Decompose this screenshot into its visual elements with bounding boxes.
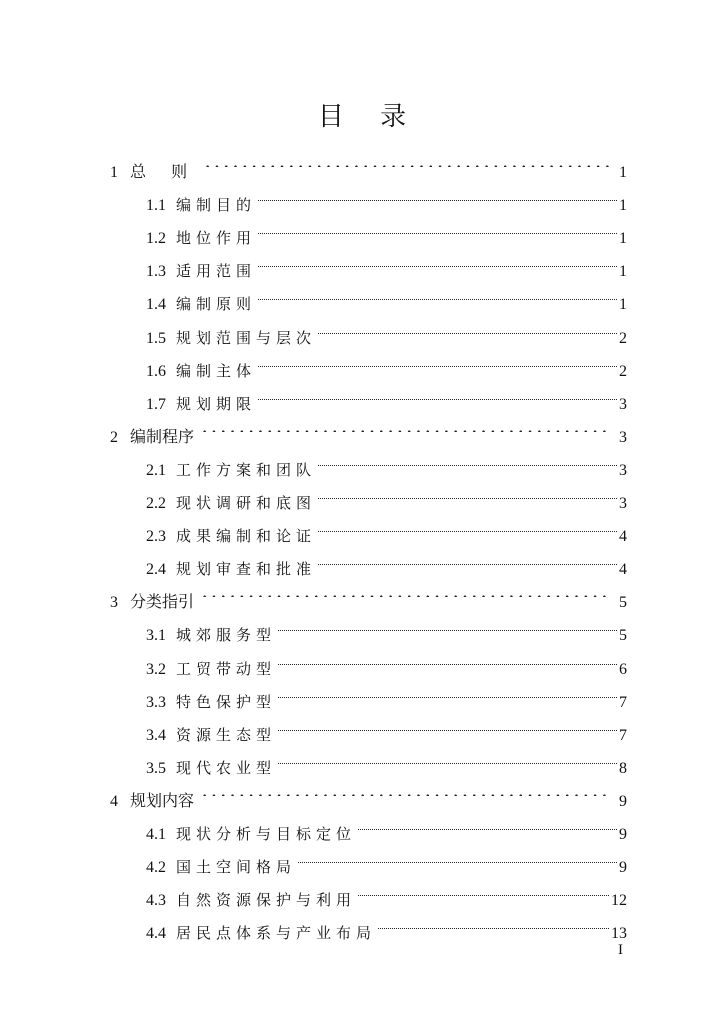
toc-section-entry[interactable] [146,873,627,910]
toc-section-entry[interactable] [146,178,627,215]
entry-label: 编制主体 [176,361,257,380]
entry-page-number: 2 [619,329,627,347]
entry-number: 1 [110,164,118,181]
dot-leader [200,410,611,442]
entry-number: 3.5 [146,759,166,777]
entry-label: 规划审查和批准 [176,560,317,579]
entry-number: 1.4 [146,296,166,314]
entry-page-number: 13 [611,925,627,943]
dot-leader [258,178,617,210]
entry-page-number: 3 [619,495,627,512]
entry-page-number: 1 [619,164,627,181]
toc-chapter-entry[interactable] [110,774,627,810]
entry-number: 2.1 [146,461,166,479]
toc-section-entry[interactable] [146,840,627,877]
entry-label: 现状调研和底图 [176,494,317,512]
toc-section-entry[interactable] [146,476,627,512]
entry-page-number: 1 [619,197,627,215]
entry-page-number: 4 [619,561,627,579]
entry-label: 居民点体系与产业布局 [176,924,377,943]
entry-page-number: 2 [619,362,627,380]
dot-leader [358,873,609,905]
entry-label: 规划期限 [176,394,257,413]
entry-number: 1.3 [146,263,166,281]
entry-number: 1.1 [146,197,166,215]
entry-page-number: 4 [619,528,627,546]
toc-chapter-entry[interactable] [110,575,627,612]
entry-label: 分类指引 [130,592,195,612]
dot-leader [258,277,617,309]
dot-leader [278,642,617,674]
entry-page-number: 6 [619,660,627,678]
dot-leader [200,774,611,806]
entry-page-number: 7 [619,693,627,711]
entry-number: 2.4 [146,561,166,579]
entry-number: 4.3 [146,892,166,910]
entry-page-number: 3 [619,428,627,446]
entry-page-number: 3 [619,461,627,479]
entry-label: 成果编制和论证 [176,527,317,546]
entry-page-number: 9 [619,826,627,843]
entry-label: 自然资源保护与利用 [176,891,357,910]
entry-number: 4.1 [146,826,166,843]
entry-label: 规划范围与层次 [176,328,317,347]
entry-label: 规划内容 [130,790,195,810]
toc-section-entry[interactable] [146,443,627,479]
entry-label: 特色保护型 [176,692,277,711]
toc-section-entry[interactable] [146,675,627,711]
entry-number: 3.2 [146,660,166,678]
toc-section-entry[interactable] [146,344,627,380]
toc-section-entry[interactable] [146,642,627,678]
toc-section-entry[interactable] [146,277,627,314]
entry-page-number: 3 [619,395,627,413]
entry-number: 3.3 [146,693,166,711]
entry-label: 城郊服务型 [176,626,277,645]
dot-leader [358,807,617,839]
toc-section-entry[interactable] [146,741,627,777]
dot-leader [318,476,617,508]
dot-leader [278,708,617,740]
dot-leader [278,741,617,773]
toc-section-entry[interactable] [146,608,627,645]
entry-page-number: 9 [619,792,627,810]
entry-number: 1.2 [146,230,166,248]
entry-page-number: 1 [619,263,627,281]
dot-leader [318,542,617,574]
dot-leader [258,244,617,276]
entry-number: 3.4 [146,726,166,744]
toc-title: 目 录 [317,102,421,132]
toc-section-entry[interactable] [146,311,627,347]
entry-label: 编制原则 [176,295,257,314]
dot-leader [278,675,617,707]
dot-leader [200,575,611,607]
toc-section-entry[interactable] [146,211,627,248]
entry-number: 3.1 [146,627,166,645]
entry-number: 1.6 [146,362,166,380]
entry-page-number: 5 [619,594,627,612]
toc-section-entry[interactable] [146,807,627,843]
entry-label: 编制程序 [130,426,195,446]
dot-leader [318,509,617,541]
dot-leader [298,840,617,872]
entry-label: 总 则 [130,162,198,181]
dot-leader [258,344,617,376]
dot-leader [318,311,617,343]
entry-number: 1.5 [146,329,166,347]
entry-number: 4 [110,792,118,810]
entry-page-number: 1 [619,296,627,314]
toc-section-entry[interactable] [146,906,627,943]
dot-leader [318,443,617,475]
toc-section-entry[interactable] [146,708,627,744]
entry-label: 适用范围 [176,262,257,281]
dot-leader [378,906,609,938]
page-number: I [618,942,623,958]
entry-number: 1.7 [146,395,166,413]
entry-number: 2 [110,428,118,446]
toc-chapter-entry[interactable] [110,410,627,446]
entry-page-number: 9 [619,859,627,877]
entry-number: 3 [110,594,118,612]
entry-page-number: 12 [611,892,627,910]
entry-page-number: 7 [619,726,627,744]
entry-number: 4.4 [146,925,166,943]
dot-leader [258,377,617,409]
toc-section-entry[interactable] [146,509,627,546]
entry-page-number: 5 [619,627,627,645]
entry-label: 国土空间格局 [176,858,297,877]
toc-chapter-entry[interactable] [110,145,627,181]
toc-section-entry[interactable] [146,244,627,281]
entry-number: 4.2 [146,859,166,877]
entry-label: 资源生态型 [176,725,277,744]
dot-leader [278,608,617,640]
entry-label: 工贸带动型 [176,659,277,678]
dot-leader [258,211,617,243]
entry-label: 地位作用 [176,229,257,248]
entry-label: 现代农业型 [176,758,277,777]
entry-page-number: 1 [619,230,627,248]
dot-leader [203,145,611,177]
entry-label: 现状分析与目标定位 [176,825,357,843]
entry-number: 2.2 [146,495,166,512]
entry-label: 编制目的 [176,196,257,215]
entry-number: 2.3 [146,528,166,546]
entry-page-number: 8 [619,759,627,777]
toc-section-entry[interactable] [146,542,627,579]
toc-section-entry[interactable] [146,377,627,413]
entry-label: 工作方案和团队 [176,460,317,479]
